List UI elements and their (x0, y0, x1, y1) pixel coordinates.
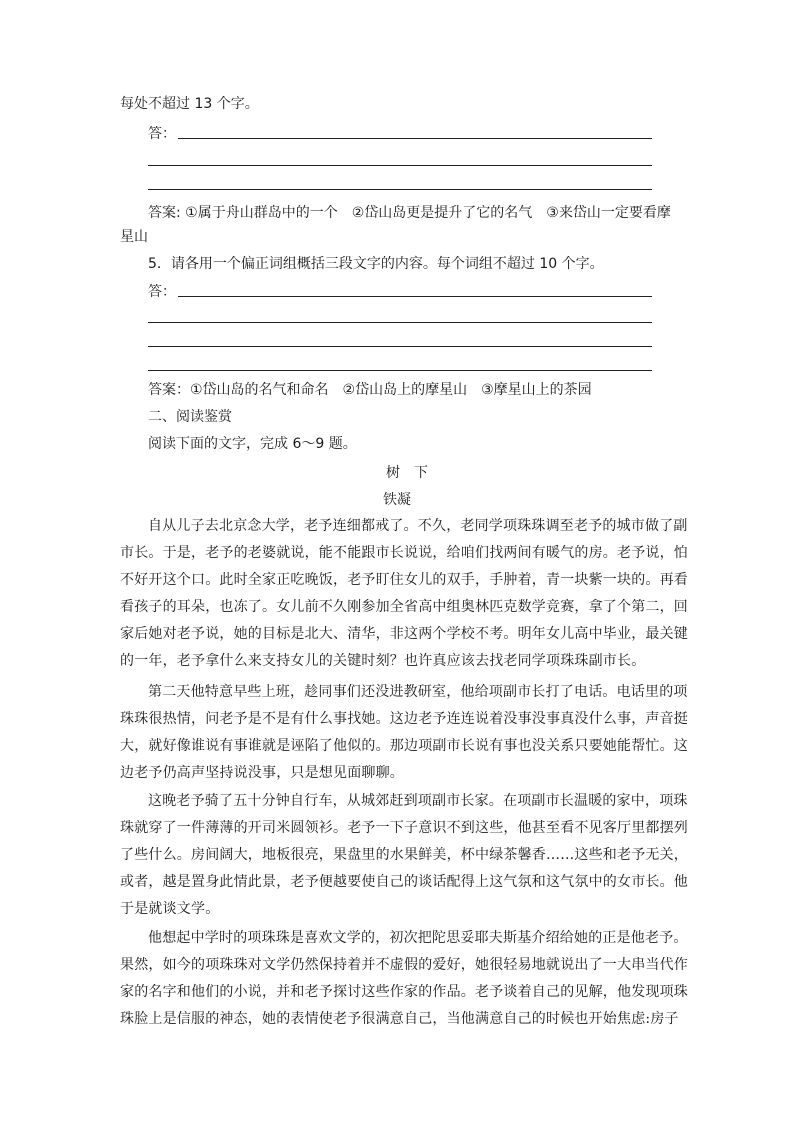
q4-answer-line-2[interactable] (148, 165, 652, 166)
story-line: 他想起中学时的项珠珠是喜欢文学的，初次把陀思妥耶夫斯基介绍给她的正是他老予。 (148, 930, 688, 946)
q4-answer-line-3[interactable] (148, 189, 652, 190)
story-line: 自从儿子去北京念大学，老予连细都戒了。不久，老同学项珠珠调至老予的城市做了副 (148, 518, 688, 534)
q4-answer-label: 答： (148, 126, 176, 142)
story-line: 了些什么。房间阔大，地板很亮，果盘里的水果鲜美，杯中绿茶馨香……这些和老予无关， (120, 847, 688, 863)
q5-answer-line-2[interactable] (148, 322, 652, 323)
story-line: 家的名字和他们的小说，并和老予探讨这些作家的作品。老予谈着自己的见解，他发现项珠 (120, 984, 688, 1000)
section-instruction: 阅读下面的文字，完成 6～9 题。 (148, 436, 357, 452)
story-line: 珠珠很热情，问老予是不是有什么事找她。这边老予连连说着没事没事真没什么事，声音挺 (120, 711, 688, 727)
story-line: 珠脸上是信服的神态，她的表情使老予很满意自己，当他满意自己的时候也开始焦虑:房子 (120, 1011, 679, 1027)
q5-answer-line-1[interactable] (178, 296, 652, 297)
q4-tail: 每处不超过 13 个字。 (120, 96, 259, 112)
story-line: 不好开这个口。此时全家正吃晚饭，老予盯住女儿的双手，手肿着，青一块紫一块的。再看 (120, 572, 688, 588)
q4-answer-key: 答案: ①属于舟山群岛中的一个 ②岱山岛更是提升了它的名气 ③来岱山一定要看摩 (148, 205, 671, 221)
q4-answer-key-cont: 星山 (120, 229, 148, 245)
story-line: 珠就穿了一件薄薄的开司米圆领衫。老予一下子意识不到这些，他甚至看不见客厅里都摆列 (120, 820, 688, 836)
q5-answer-line-4[interactable] (148, 370, 652, 371)
story-title: 树 下 (386, 465, 428, 481)
section-heading: 二、阅读鉴赏 (148, 409, 232, 425)
story-line: 果然，如今的项珠珠对文学仍然保持着并不虚假的爱好，她很轻易地就说出了一大串当代作 (120, 957, 688, 973)
story-line: 看孩子的耳朵，也冻了。女儿前不久刚参加全省高中组奥林匹克数学竞赛，拿了个第二，回 (120, 599, 688, 615)
q4-answer-line-1[interactable] (178, 138, 652, 139)
q5-answer-key: 答案：①岱山岛的名气和命名 ②岱山岛上的摩星山 ③摩星山上的茶园 (148, 382, 592, 398)
story-line: 这晚老予骑了五十分钟自行车，从城郊赶到项副市长家。在项副市长温暖的家中，项珠 (148, 793, 688, 809)
q5-answer-label: 答： (148, 284, 176, 300)
story-author: 铁凝 (383, 492, 411, 508)
story-line: 大，就好像谁说有事谁就是诬陷了他似的。那边项副市长说有事也没关系只要她能帮忙。这 (120, 738, 688, 754)
q5-answer-line-3[interactable] (148, 346, 652, 347)
story-line: 的一年，老予拿什么来支持女儿的关键时刻？也许真应该去找老同学项珠珠副市长。 (120, 653, 646, 669)
story-line: 边老予仍高声坚持说没事，只是想见面聊聊。 (120, 765, 404, 781)
q5-question: 5．请各用一个偏正词组概括三段文字的内容。每个词组不超过 10 个字。 (148, 256, 604, 272)
story-line: 市长。于是，老予的老婆就说，能不能跟市长说说，给咱们找两间有暖气的房。老予说，怕 (120, 545, 688, 561)
story-line: 第二天他特意早些上班，趁同事们还没进教研室，他给项副市长打了电话。电话里的项 (148, 684, 688, 700)
story-line: 于是就谈文学。 (120, 901, 220, 917)
story-line: 或者，越是置身此情此景，老予便越要使自己的谈话配得上这气氛和这气氛中的女市长。他 (120, 874, 688, 890)
story-line: 家后她对老予说，她的目标是北大、清华，非这两个学校不考。明年女儿高中毕业，最关键 (120, 626, 688, 642)
